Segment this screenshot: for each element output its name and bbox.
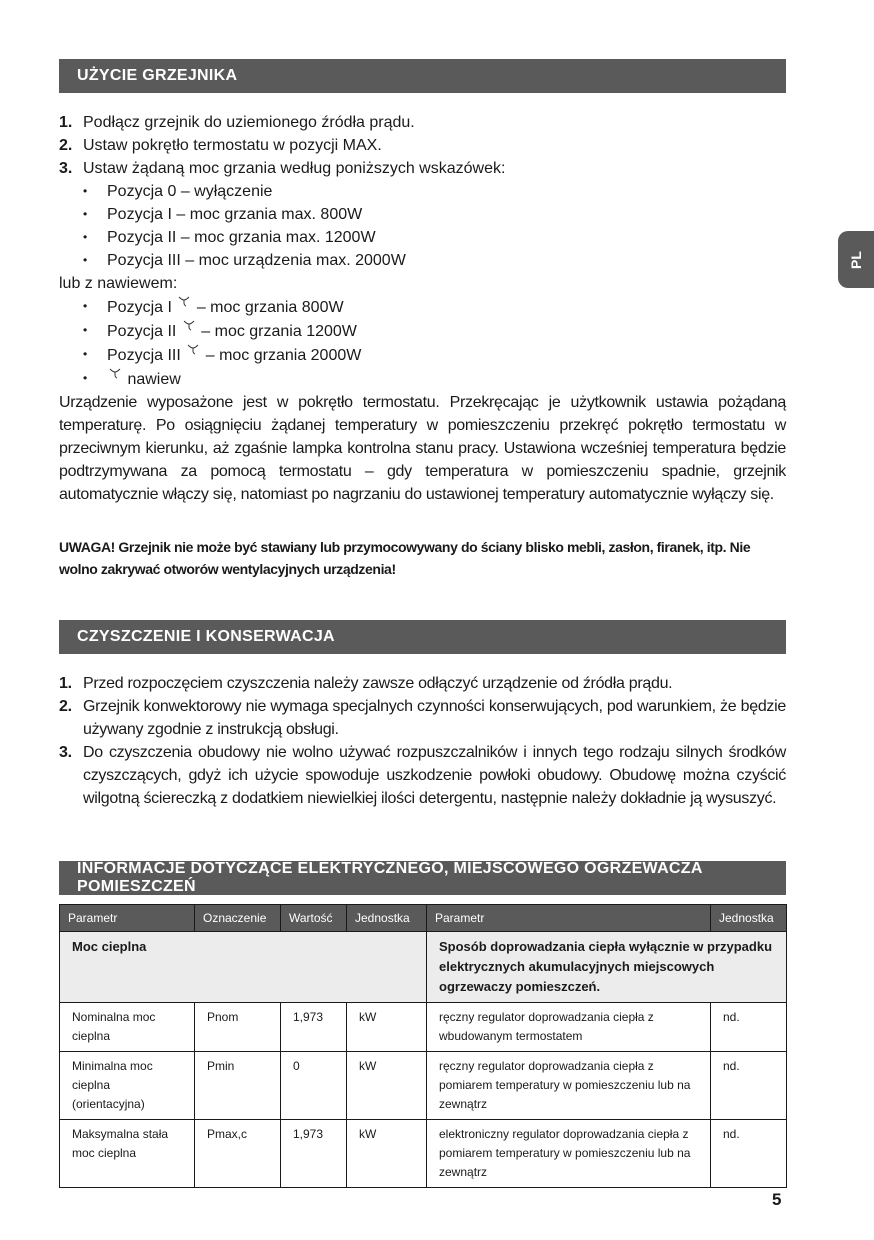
list-item: • Pozycja 0 – wyłączenie — [83, 180, 786, 203]
column-header: Oznaczenie — [195, 905, 281, 932]
cleaning-steps — [59, 672, 786, 810]
list-item: • Pozycja II – moc grzania 1200W — [83, 319, 786, 343]
list-item: • Pozycja III – moc grzania 2000W — [83, 343, 786, 367]
warning-note: UWAGA! Grzejnik nie może być stawiany lub przymocowywany do ściany blisko mebli, zasłon, firanek, itp. Nie wolno zakrywać otworów wentylacyjnych urządzenia! — [59, 539, 751, 577]
column-header: Jednostka — [711, 905, 787, 932]
list-item: • Pozycja III – moc urządzenia max. 2000W — [83, 249, 786, 272]
list-item: • Pozycja I – moc grzania max. 800W — [83, 203, 786, 226]
language-tab — [838, 231, 874, 288]
table-group-row — [60, 932, 787, 1003]
list-item: • Pozycja II – moc grzania max. 1200W — [83, 226, 786, 249]
heater-info-table — [59, 904, 787, 1188]
section-heading-cleaning: CZYSZCZENIE I KONSERWACJA — [59, 620, 786, 654]
step-item: 3. Ustaw żądaną moc grzania według poniższych wskazówek: — [59, 160, 506, 177]
language-label: PL — [847, 250, 864, 269]
step-item: 2. Ustaw pokrętło termostatu w pozycji MAX. — [59, 137, 382, 154]
group-label: Moc cieplna — [60, 932, 427, 1003]
section-heading-heater-info: INFORMACJE DOTYCZĄCE ELEKTRYCZNEGO, MIEJSCOWEGO OGRZEWACZA POMIESZCZEŃ — [59, 861, 786, 895]
column-header: Jednostka — [347, 905, 427, 932]
list-item: • nawiew — [83, 367, 786, 391]
position-list — [59, 180, 786, 272]
fan-icon — [183, 319, 195, 331]
usage-instructions — [59, 111, 786, 506]
column-header: Parametr — [60, 905, 195, 932]
fan-icon — [187, 343, 199, 355]
step-item: 2. Grzejnik konwektorowy nie wymaga specjalnych czynności konserwujących, pod warunkiem, że będzie używany zgodnie z instrukcją obsługi. — [59, 698, 786, 738]
table-row: Nominalna moc cieplna Pnom 1,973 kW ręczny regulator doprowadzania ciepła z wbudowanym termostatem nd. — [60, 1003, 787, 1052]
page-number: 5 — [772, 1190, 782, 1209]
group-label: Sposób doprowadzania ciepła wyłącznie w przypadku elektrycznych akumulacyjnych miejscowych ogrzewaczy pomieszczeń. — [427, 932, 787, 1003]
usage-steps — [59, 111, 786, 180]
thermostat-paragraph: Urządzenie wyposażone jest w pokrętło termostatu. Przekręcając je użytkownik ustawia pożądaną temperaturę. Po osiągnięciu żądanej temperatury w pomieszczeniu przekręć pokrętło termostatu w przeciwnym kierunku, aż zgaśnie lampka kontrolna stanu pracy. Ustawiona wcześniej temperatura będzie podtrzymywana za pomocą termostatu – gdy temperatura w pomieszczeniu spadnie, grzejnik automatycznie włączy się, natomiast po nagrzaniu do ustawionej temperatury automatycznie wyłączy się. — [59, 394, 786, 503]
table-row: Minimalna moc cieplna (orientacyjna) Pmin 0 kW ręczny regulator doprowadzania ciepła z pomiarem temperatury w pomieszczeniu lub na zewnątrz nd. — [60, 1052, 787, 1120]
cleaning-instructions — [59, 672, 786, 810]
fan-position-list — [59, 295, 786, 391]
section-heading-usage: UŻYCIE GRZEJNIKA — [59, 59, 786, 93]
step-item: 1. Podłącz grzejnik do uziemionego źródła prądu. — [59, 114, 415, 131]
column-header: Parametr — [427, 905, 711, 932]
fan-icon — [109, 367, 121, 379]
step-item: 1. Przed rozpoczęciem czyszczenia należy zawsze odłączyć urządzenie od źródła prądu. — [59, 675, 673, 692]
table-header-row — [60, 905, 787, 932]
fan-intro: lub z nawiewem: — [59, 275, 178, 292]
fan-icon — [178, 295, 190, 307]
table-row: Maksymalna stała moc cieplna Pmax,c 1,973 kW elektroniczny regulator doprowadzania ciepła z pomiarem temperatury w pomieszczeniu lub na zewnątrz nd. — [60, 1120, 787, 1188]
step-item: 3. Do czyszczenia obudowy nie wolno używać rozpuszczalników i innych tego rodzaju silnych środków czyszczących, gdyż ich użycie spowoduje uszkodzenie powłoki obudowy. Obudowę można czyścić wilgotną ściereczką z dodatkiem niewielkiej ilości detergentu, następnie należy dokładnie ją wysuszyć. — [59, 744, 786, 807]
list-item: • Pozycja I – moc grzania 800W — [83, 295, 786, 319]
column-header: Wartość — [281, 905, 347, 932]
